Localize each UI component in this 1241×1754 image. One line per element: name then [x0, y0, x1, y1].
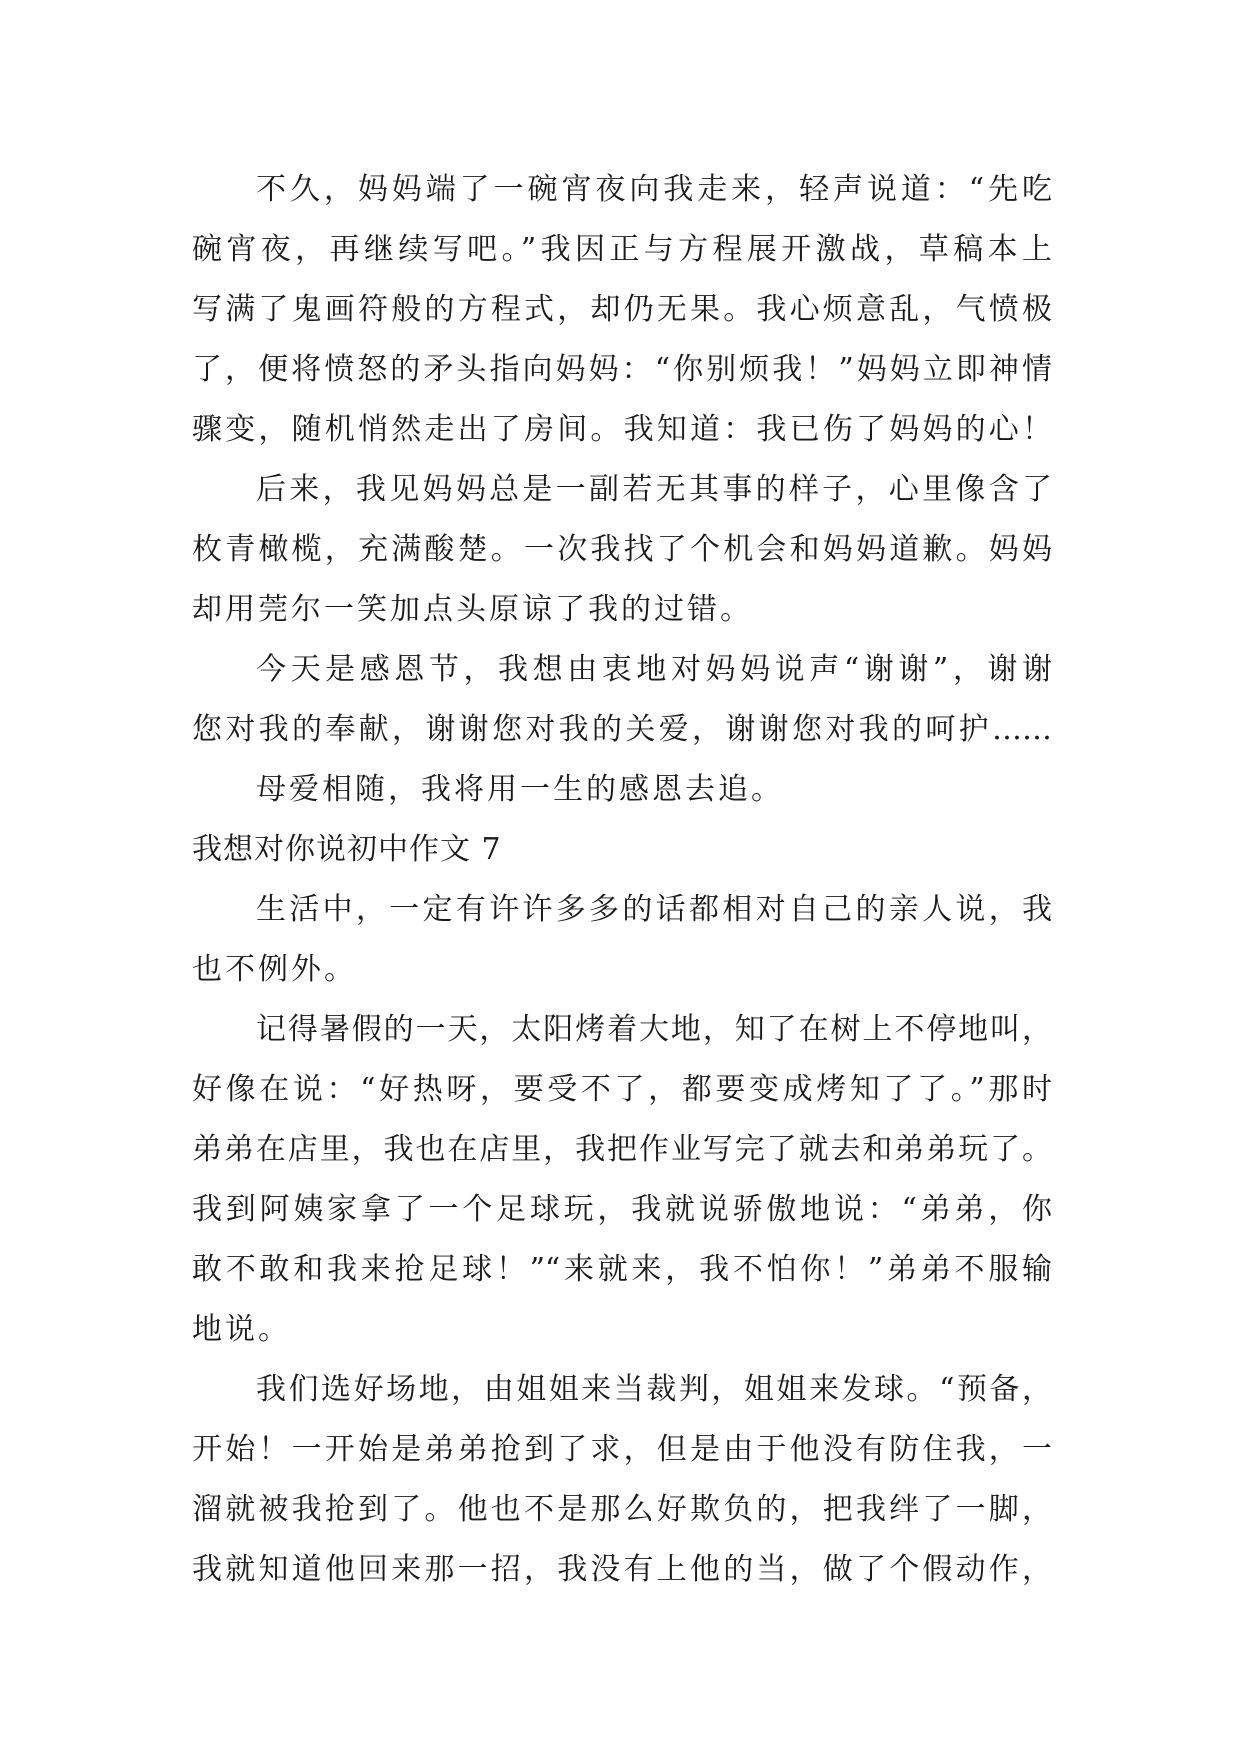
- paragraph-line: 我到阿姨家拿了一个足球玩，我就说骄傲地说：“弟弟，你: [192, 1192, 1052, 1227]
- paragraph-line: 母爱相随，我将用一生的感恩去追。: [256, 772, 784, 807]
- paragraph-line: 好像在说：“好热呀，要受不了，都要变成烤知了了。”那时: [192, 1072, 1052, 1107]
- paragraph-line: 碗宵夜，再继续写吧。”我因正与方程展开激战，草稿本上: [192, 232, 1052, 267]
- paragraph-line: 我就知道他回来那一招，我没有上他的当，做了个假动作，: [192, 1552, 1052, 1587]
- paragraph-line: 写满了鬼画符般的方程式，却仍无果。我心烦意乱，气愤极: [192, 292, 1052, 327]
- paragraph-line: 我们选好场地，由姐姐来当裁判，姐姐来发球。“预备，: [256, 1372, 1052, 1407]
- paragraph-line: 开始！一开始是弟弟抢到了求，但是由于他没有防住我，一: [192, 1432, 1052, 1467]
- paragraph-line: 不久，妈妈端了一碗宵夜向我走来，轻声说道：“先吃: [256, 172, 1052, 207]
- document-page: [192, 160, 1052, 1600]
- paragraph-line: 弟弟在店里，我也在店里，我把作业写完了就去和弟弟玩了。: [192, 1132, 1052, 1167]
- paragraph-line: 后来，我见妈妈总是一副若无其事的样子，心里像含了: [256, 472, 1052, 507]
- paragraph-line: 了，便将愤怒的矛头指向妈妈：“你别烦我！”妈妈立即神情: [192, 352, 1052, 387]
- paragraph-line: 记得暑假的一天，太阳烤着大地，知了在树上不停地叫，: [256, 1012, 1052, 1047]
- paragraph-line: 敢不敢和我来抢足球！”“来就来，我不怕你！”弟弟不服输: [192, 1252, 1052, 1287]
- paragraph-line: 枚青橄榄，充满酸楚。一次我找了个机会和妈妈道歉。妈妈: [192, 532, 1052, 567]
- paragraph-line: 骤变，随机悄然走出了房间。我知道：我已伤了妈妈的心！: [192, 412, 1052, 447]
- section-heading: 我想对你说初中作文 7: [192, 832, 502, 867]
- paragraph-line: 也不例外。: [192, 952, 357, 987]
- paragraph-line: 却用莞尔一笑加点头原谅了我的过错。: [192, 592, 753, 627]
- paragraph-line: 今天是感恩节，我想由衷地对妈妈说声“谢谢”，谢谢: [256, 652, 1052, 687]
- paragraph-line: 生活中，一定有许许多多的话都相对自己的亲人说，我: [256, 892, 1052, 927]
- paragraph-line: 您对我的奉献，谢谢您对我的关爱，谢谢您对我的呵护……: [192, 712, 1052, 747]
- paragraph-line: 溜就被我抢到了。他也不是那么好欺负的，把我绊了一脚，: [192, 1492, 1052, 1527]
- paragraph-line: 地说。: [192, 1312, 291, 1347]
